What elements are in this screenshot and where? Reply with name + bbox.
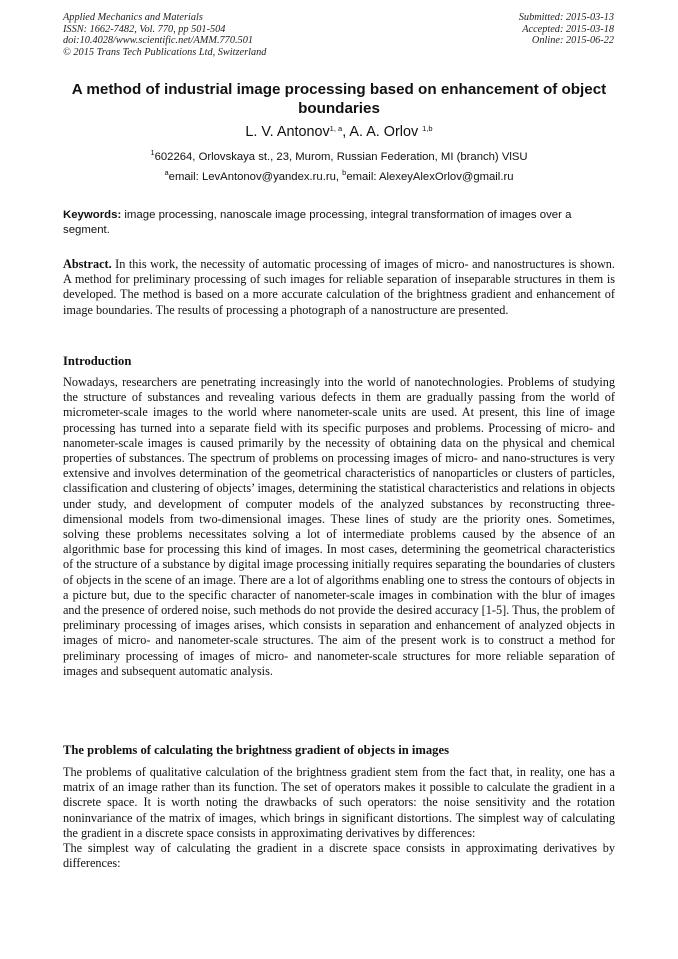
abstract <box>63 257 615 318</box>
section-heading: Introduction <box>63 354 132 368</box>
affiliation <box>63 150 615 164</box>
email-line <box>63 170 615 184</box>
journal-info <box>63 12 266 58</box>
email-text: email: LevAntonov@yandex.ru.ru, <box>168 171 343 183</box>
doi-line: doi:10.4028/www.scientific.net/AMM.770.501 <box>63 35 253 47</box>
section-body <box>63 765 615 871</box>
abstract-label: Abstract. <box>63 257 112 271</box>
author-affiliation-mark: 1,b <box>422 124 433 133</box>
paragraph: Nowadays, researchers are penetrating increasingly into the world of nanotechnologies. Problems of studying the structure of substances and revealing various defects in them are gradually passing from the world of micrometer-scale images to the world where nanometer-scale units are used. At present, this line of image processing has turned into a separate field with its specific purposes and problems. Processing of micro- and nanometer-scale images is caused primarily by the necessity of obtaining data on the physical and chemical properties of substances. The spectrum of problems on processing images of micro- and nano-structures is very extensive and involves determination of the geometrical characteristics of nanoparticles or clusters of particles, classification and clustering of objects’ images, determining the statistical characteristics and relations in objects under study, and development of computer models of the analyzed substances by reconstructing three-dimensional models from two-dimensional images. These lines of study are the priority ones. Sometimes, solving these problems necessitates solving a lot of intermediate problems caused by the absence of an algorithmic base for processing this kind of images. In most cases, determining the geometrical characteristics of the structure of a substance by digital image processing initially requires separating the boundaries of clusters of objects in the scene of an image. There are a lot of algorithms enabling one to stress the contours of objects in a picture but, due to the specific character of nanometer-scale images in combination with the blur of images and the presence of ordered noise, such methods do not provide the desired accuracy [1-5]. Thus, the problem of preliminary processing of images arises, which consists in separation and enhancement of analyzed objects in images of micro- and nanometer-scale structures. The aim of the present work is to construct a method for preliminary processing of images of micro- and nanometer-scale structures for more reliable separation of images and subsequent automatic analysis. <box>63 375 615 678</box>
author-name: L. V. Antonov <box>245 124 330 140</box>
journal-name: Applied Mechanics and Materials <box>63 12 203 23</box>
email-text: email: AlexeyAlexOrlov@gmail.ru <box>346 171 514 183</box>
affiliation-text: 602264, Orlovskaya st., 23, Murom, Russian Federation, MI (branch) VlSU <box>154 151 528 163</box>
affiliation-mark: 1 <box>150 148 155 157</box>
keywords-label: Keywords: <box>63 209 122 221</box>
keywords-text: image processing, nanoscale image processing, integral transformation of images over a segment. <box>63 209 572 236</box>
abstract-text: In this work, the necessity of automatic processing of images of micro- and nanostructures is shown. A method for preliminary processing of such images for reliable separation of inseparable structures in them is developed. The method is based on a more accurate calculation of the brightness gradient and enhancement of image boundaries. The results of processing a photograph of a nanostructure are presented. <box>63 257 615 317</box>
paper-title: A method of industrial image processing based on enhancement of object boundaries <box>71 81 607 117</box>
submitted-date: Submitted: 2015-03-13 <box>518 12 614 23</box>
issn-line: ISSN: 1662-7482, Vol. 770, pp 501-504 <box>63 23 226 35</box>
submission-dates <box>519 12 614 47</box>
author-affiliation-mark: 1, a <box>329 124 343 133</box>
author-name: A. A. Orlov <box>349 124 423 140</box>
section-heading: The problems of calculating the brightness gradient of objects in images <box>63 743 449 757</box>
accepted-date: Accepted: 2015-03-18 <box>522 23 614 35</box>
introduction-body <box>63 375 615 679</box>
email-mark: b <box>342 168 347 177</box>
keywords <box>63 208 615 238</box>
author-separator: , <box>342 124 350 140</box>
email-mark: a <box>164 168 169 177</box>
paragraph: The problems of qualitative calculation of the brightness gradient stem from the fact that, in reality, one has a matrix of an image rather than its function. The set of operators makes it possible to calculate the gradient in a discrete space. It is worth noting the drawbacks of such operators: the noise sensitivity and the rotation noninvariance of the matrix of images, which brings in significant distortions. The simplest way of calculating the gradient in a discrete space consists in approximating derivatives by differences: <box>63 765 615 840</box>
author-line <box>63 123 615 141</box>
paragraph: The simplest way of calculating the gradient in a discrete space consists in approximating derivatives by differences: <box>63 841 615 871</box>
copyright-line: © 2015 Trans Tech Publications Ltd, Switzerland <box>63 46 267 58</box>
online-date: Online: 2015-06-22 <box>531 35 614 47</box>
